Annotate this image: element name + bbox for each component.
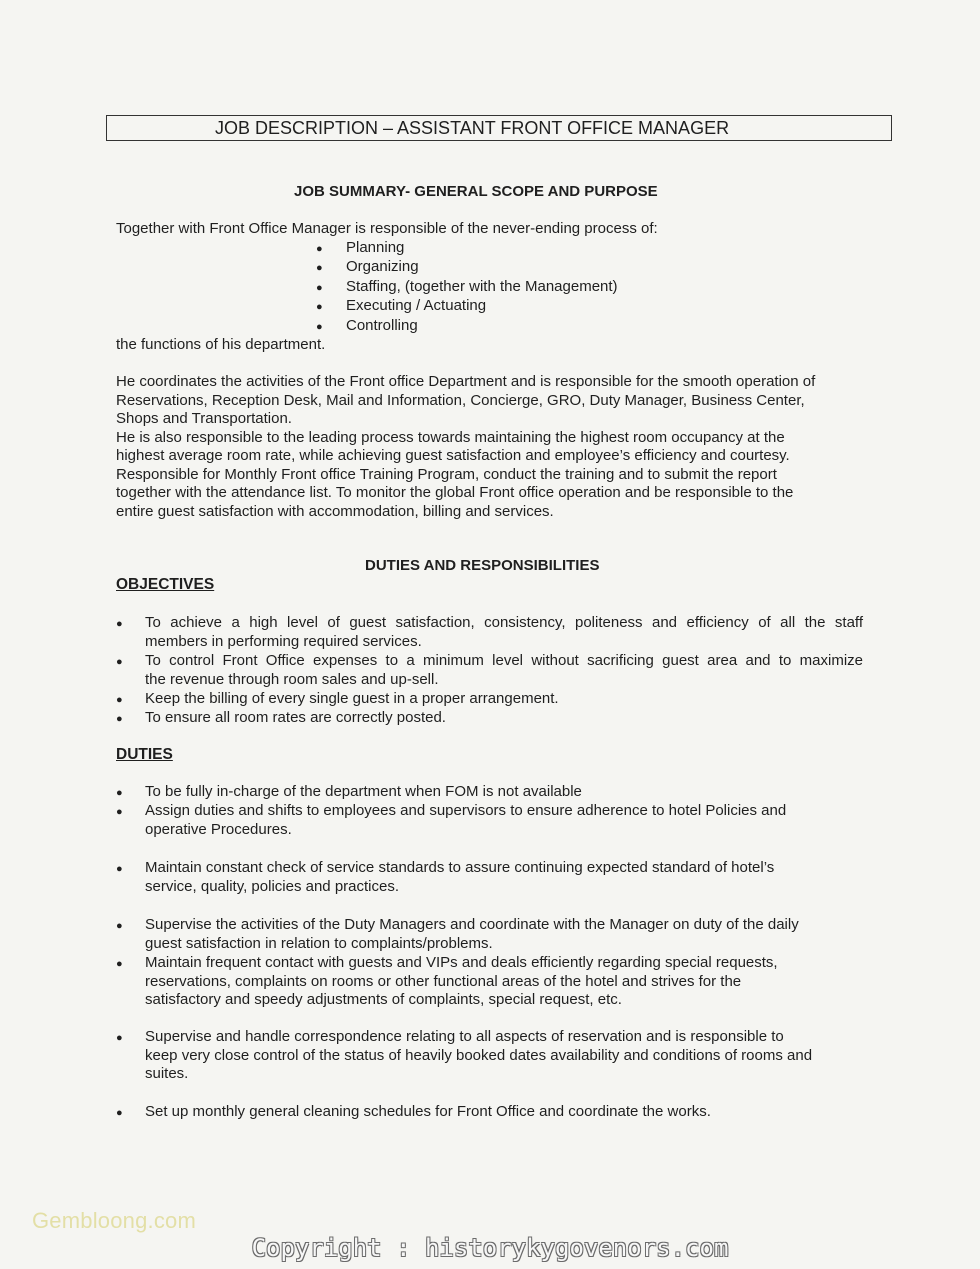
bullet-icon: ● [116,1032,123,1044]
paragraph-line: Shops and Transportation. [116,410,292,427]
process-item: Organizing [346,258,419,275]
item-line: service, quality, policies and practices. [145,877,400,895]
site-watermark: Gembloong.com [32,1208,197,1233]
item-line: Supervise and handle correspondence relating to all aspects of reservation and is responsible to [145,1028,784,1045]
item-line: To be fully in-charge of the department when FOM is not available [145,783,582,800]
item-line: Keep the billing of every single guest in a proper arrangement. [145,690,559,707]
bullet-icon: ● [116,1107,123,1119]
paragraph-line: He coordinates the activities of the Front office Department and is responsible for the smooth operation of [116,373,816,390]
item-line: Maintain constant check of service standards to assure continuing expected standard of hotel’s [145,859,775,876]
objective-item [145,690,559,709]
bullet-icon: ● [116,806,123,818]
item-line: guest satisfaction in relation to complaints/problems. [145,934,493,952]
duty-item [145,1103,711,1122]
title-box [106,115,892,141]
process-item: Executing / Actuating [346,297,487,314]
bullet-icon: ● [116,656,123,668]
item-line: operative Procedures. [145,820,292,838]
bullet-icon: ● [316,243,323,255]
paragraph-line: entire guest satisfaction with accommodation, billing and services. [116,502,554,520]
paragraph-line: He is also responsible to the leading process towards maintaining the highest room occupancy at the [116,428,785,446]
copyright-watermark: Copyright : historykygovenors.com [251,1234,729,1262]
bullet-icon: ● [116,618,123,630]
summary-heading: JOB SUMMARY- GENERAL SCOPE AND PURPOSE [294,183,658,200]
duty-item [145,1028,812,1084]
item-line: To achieve a high level of guest satisfaction, consistency, politeness and efficiency of all the staff [145,614,863,631]
objective-item [145,709,446,728]
bullet-icon: ● [316,282,323,294]
paragraph-line: Responsible for Monthly Front office Training Program, conduct the training and to submit the report [116,465,777,483]
bullet-icon: ● [316,321,323,333]
process-item: Staffing, (together with the Management) [346,278,618,295]
item-line: keep very close control of the status of heavily booked dates availability and conditions of rooms and [145,1046,813,1064]
item-line: reservations, complaints on rooms or other functional areas of the hotel and strives for the [145,972,742,990]
paragraph-line: together with the attendance list. To monitor the global Front office operation and be responsible to the [116,484,794,501]
item-line: Maintain frequent contact with guests and VIPs and deals efficiently regarding special requests, [145,954,778,971]
item-line: satisfactory and speedy adjustments of complaints, special request, etc. [145,991,622,1008]
item-line: Assign duties and shifts to employees and supervisors to ensure adherence to hotel Policies and [145,802,787,819]
summary-outro: the functions of his department. [116,336,326,353]
duties-responsibilities-heading: DUTIES AND RESPONSIBILITIES [365,557,600,574]
duty-item [145,916,799,953]
duty-item [145,783,582,802]
objectives-heading: OBJECTIVES [116,576,215,593]
duties-heading: DUTIES [116,746,173,763]
paragraph-line: highest average room rate, while achieving guest satisfaction and employee’s efficiency and courtesy. [116,447,790,464]
process-item: Planning [346,239,405,256]
objective-item [145,652,863,689]
item-line: Set up monthly general cleaning schedules for Front Office and coordinate the works. [145,1103,711,1120]
bullet-icon: ● [116,863,123,875]
item-line: To ensure all room rates are correctly posted. [145,709,446,726]
item-line: the revenue through room sales and up-sell. [145,670,439,688]
duty-item [145,859,774,896]
process-item: Controlling [346,317,418,334]
summary-intro: Together with Front Office Manager is responsible of the never-ending process of: [116,220,658,237]
document-title: JOB DESCRIPTION – ASSISTANT FRONT OFFICE MANAGER [215,118,730,138]
bullet-icon: ● [116,920,123,932]
objective-item [145,614,863,651]
item-line: suites. [145,1065,189,1082]
duty-item [145,802,786,839]
summary-paragraph [116,373,862,521]
item-line: To control Front Office expenses to a minimum level without sacrificing guest area and to maximize [145,652,863,669]
bullet-icon: ● [316,301,323,313]
bullet-icon: ● [116,958,123,970]
bullet-icon: ● [116,694,123,706]
bullet-icon: ● [316,262,323,274]
paragraph-line: Reservations, Reception Desk, Mail and Information, Concierge, GRO, Duty Manager, Business Center, [116,391,805,409]
duty-item [145,954,778,1010]
item-line: Supervise the activities of the Duty Managers and coordinate with the Manager on duty of the daily [145,916,799,933]
bullet-icon: ● [116,713,123,725]
item-line: members in performing required services. [145,632,422,650]
bullet-icon: ● [116,787,123,799]
